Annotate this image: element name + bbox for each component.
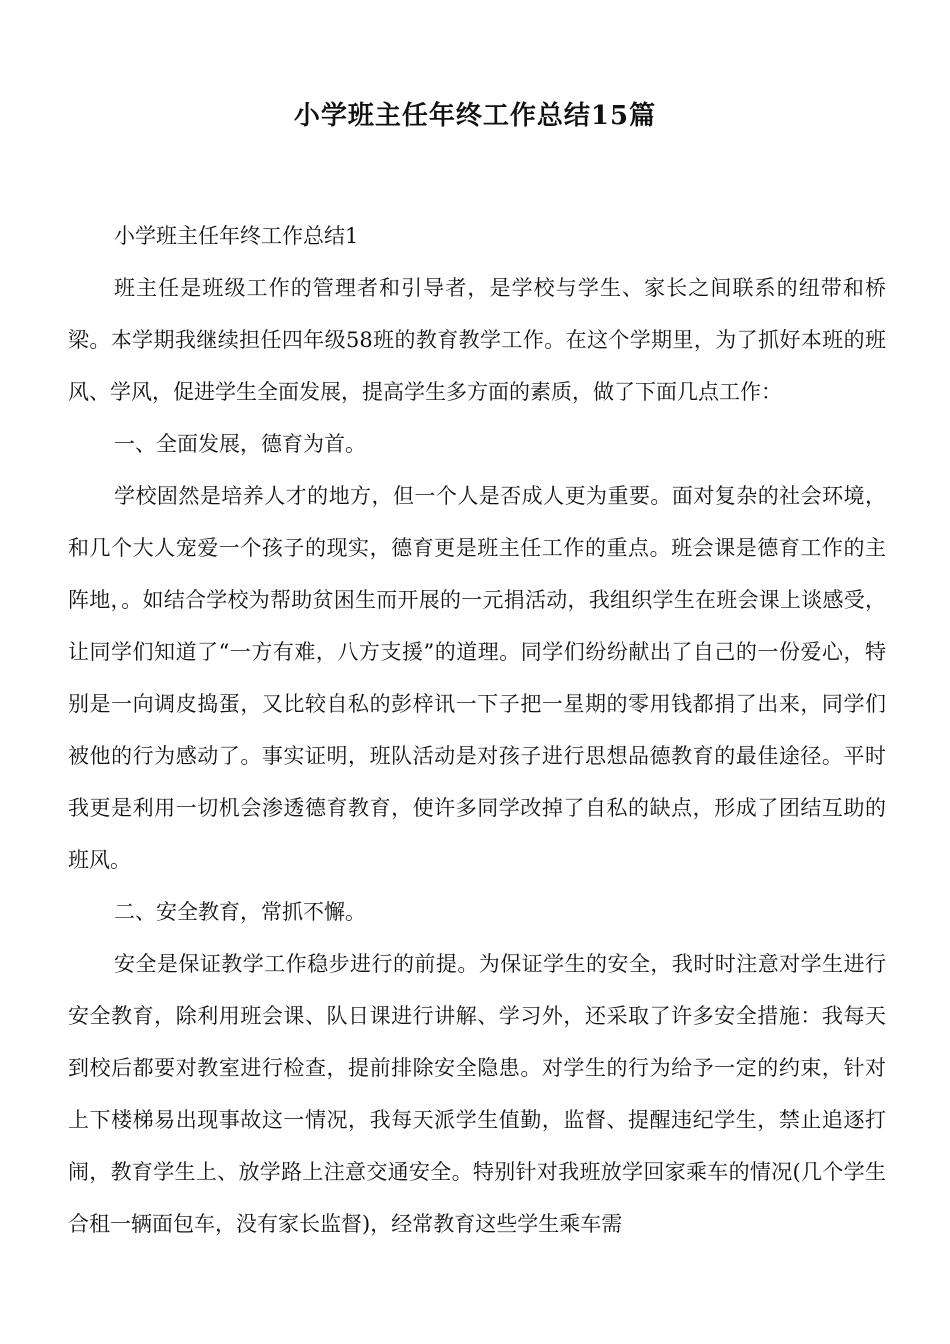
- intro-paragraph: 班主任是班级工作的管理者和引导者，是学校与学生、家长之间联系的纽带和桥梁。本学期我继续担任四年级58班的教育教学工作。在这个学期里，为了抓好本班的班风、学风，促进学生全面发展，提高学生多方面的素质，做了下面几点工作：: [68, 276, 886, 404]
- section-heading-1: 小学班主任年终工作总结1: [114, 224, 359, 248]
- safety-education-paragraph: 安全是保证教学工作稳步进行的前提。为保证学生的安全，我时时注意对学生进行安全教育，除利用班会课、队日课进行讲解、学习外，还采取了许多安全措施：我每天到校后都要对教室进行检查，提前排除安全隐患。对学生的行为给予一定的约束，针对上下楼梯易出现事故这一情况，我每天派学生值勤，监督、提醒违纪学生，禁止追逐打闹，教育学生上、放学路上注意交通安全。特别针对我班放学回家乘车的情况(几个学生合租一辆面包车，没有家长监督)，经常教育这些学生乘车需: [68, 952, 886, 1236]
- section-heading-moral-education: 一、全面发展，德育为首。: [114, 432, 366, 456]
- document-body: [68, 210, 886, 1250]
- section-heading-safety-education: 二、安全教育，常抓不懈。: [114, 900, 366, 924]
- document-title: 小学班主任年终工作总结15篇: [293, 101, 657, 131]
- moral-education-paragraph: 学校固然是培养人才的地方，但一个人是否成人更为重要。面对复杂的社会环境，和几个大人宠爱一个孩子的现实，德育更是班主任工作的重点。班会课是德育工作的主阵地，。如结合学校为帮助贫困生而开展的一元捐活动，我组织学生在班会课上谈感受，让同学们知道了“一方有难，八方支援”的道理。同学们纷纷献出了自己的一份爱心，特别是一向调皮捣蛋，又比较自私的彭梓讯一下子把一星期的零用钱都捐了出来，同学们被他的行为感动了。事实证明，班队活动是对孩子进行思想品德教育的最佳途径。平时我更是利用一切机会渗透德育教育，使许多同学改掉了自私的缺点，形成了团结互助的班风。: [68, 484, 886, 872]
